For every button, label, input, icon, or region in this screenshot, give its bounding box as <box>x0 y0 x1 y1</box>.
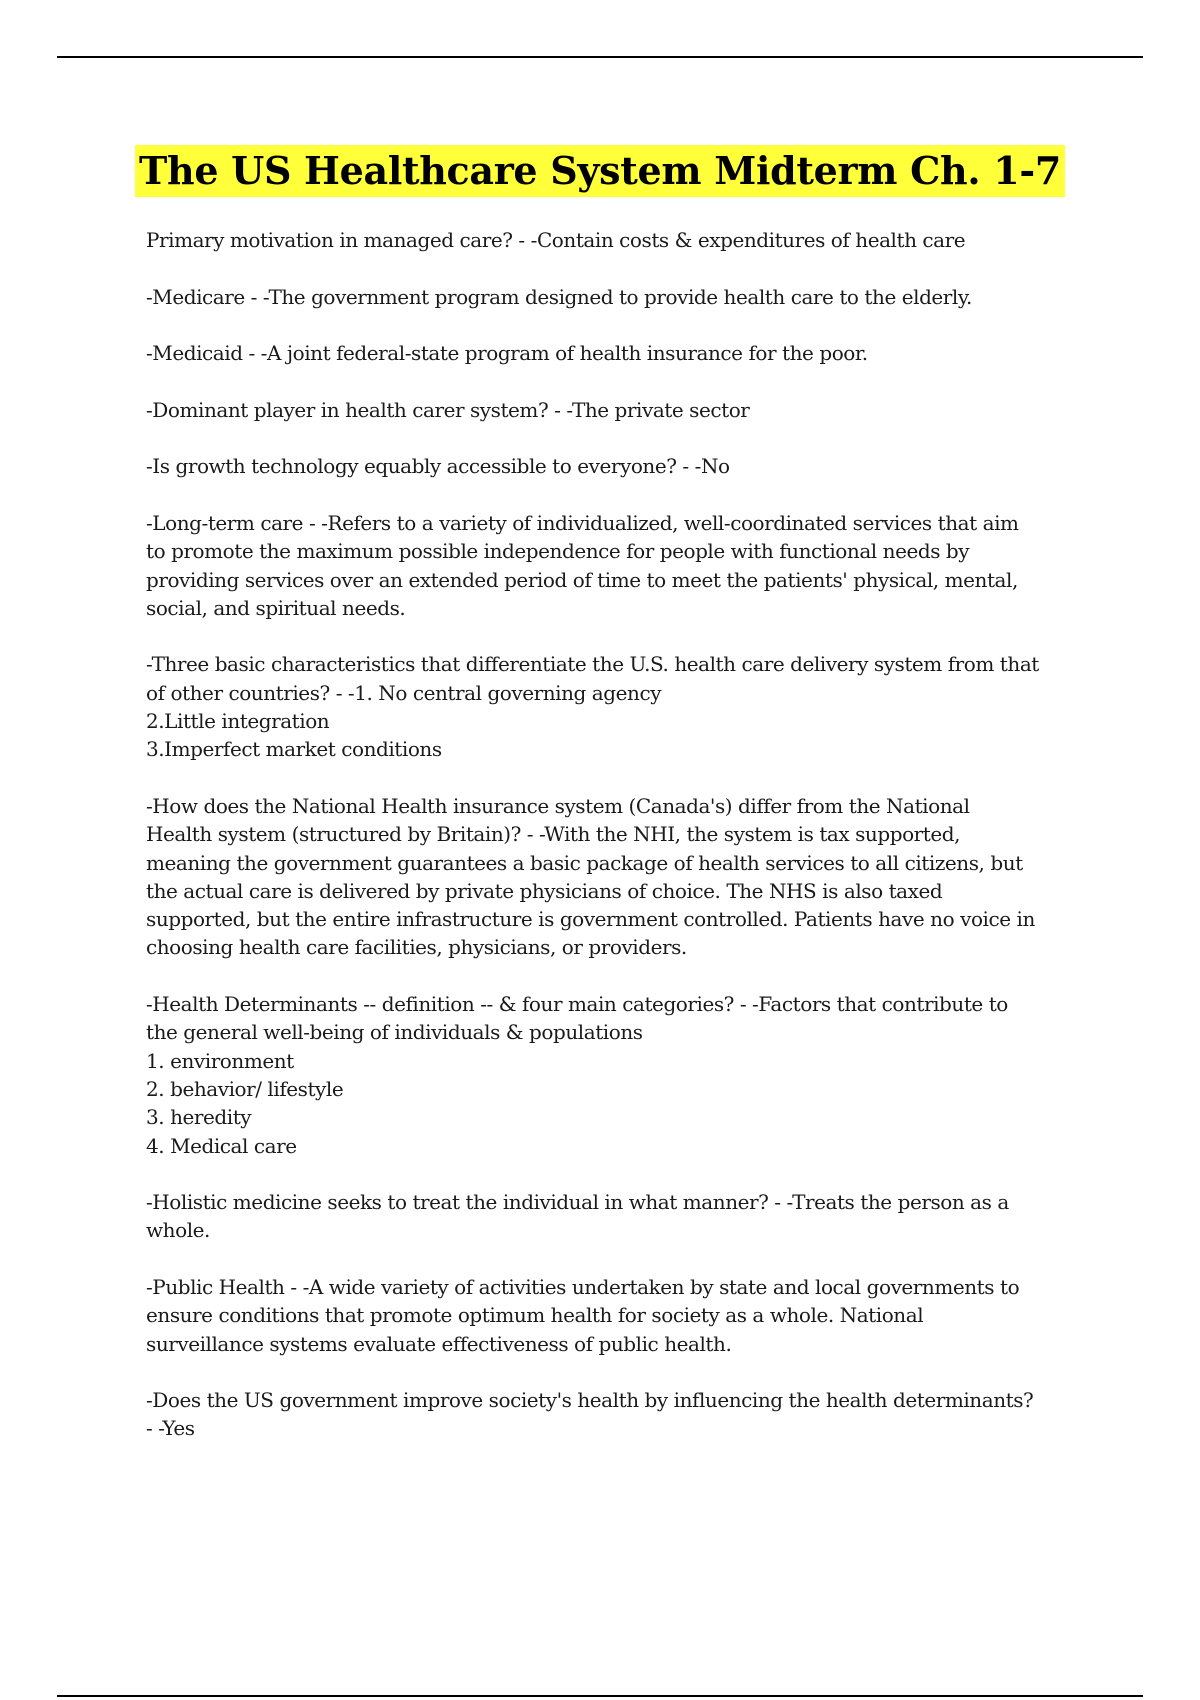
title-container <box>0 145 1200 197</box>
qa-line: -Long-term care - -Refers to a variety of individualized, well-coordinated services that aim <box>146 510 1019 535</box>
qa-line: 2.Little integration <box>146 709 330 734</box>
qa-line: -Public Health - -A wide variety of activities undertaken by state and local governments to <box>146 1274 1020 1299</box>
qa-entry <box>146 1188 1096 1245</box>
qa-line: choosing health care facilities, physicians, or providers. <box>146 935 687 960</box>
qa-line: social, and spiritual needs. <box>146 595 406 620</box>
qa-line: the general well-being of individuals & populations <box>146 1020 643 1045</box>
qa-line: 1. environment <box>146 1048 294 1073</box>
qa-line: Health system (structured by Britain)? - -With the NHI, the system is tax supported, <box>146 822 961 847</box>
qa-line: - -Yes <box>146 1416 195 1441</box>
qa-line: 2. behavior/ lifestyle <box>146 1076 344 1101</box>
qa-line: 3. heredity <box>146 1105 252 1130</box>
qa-line: surveillance systems evaluate effectiveness of public health. <box>146 1331 732 1356</box>
qa-entry <box>146 283 1096 311</box>
qa-line: whole. <box>146 1218 210 1243</box>
qa-line: meaning the government guarantees a basic package of health services to all citizens, but <box>146 850 1023 875</box>
qa-line: to promote the maximum possible independence for people with functional needs by <box>146 539 970 564</box>
qa-entry <box>146 452 1096 480</box>
qa-line: -Does the US government improve society's health by influencing the health determinants? <box>146 1388 1034 1413</box>
qa-content <box>146 226 1096 1471</box>
qa-line: supported, but the entire infrastructure is government controlled. Patients have no voice in <box>146 907 1035 932</box>
qa-line: 4. Medical care <box>146 1133 297 1158</box>
qa-entry <box>146 792 1096 962</box>
qa-entry <box>146 1386 1096 1443</box>
qa-entry <box>146 509 1096 622</box>
qa-line: -Dominant player in health carer system? - -The private sector <box>146 397 750 422</box>
page-title: The US Healthcare System Midterm Ch. 1-7 <box>135 145 1065 197</box>
qa-line: -Is growth technology equably accessible to everyone? - -No <box>146 454 730 479</box>
qa-line: 3.Imperfect market conditions <box>146 737 442 762</box>
qa-line: -Holistic medicine seeks to treat the individual in what manner? - -Treats the person as a <box>146 1190 1009 1215</box>
qa-line: -How does the National Health insurance system (Canada's) differ from the National <box>146 793 970 818</box>
qa-entry <box>146 990 1096 1160</box>
qa-line: of other countries? - -1. No central governing agency <box>146 680 662 705</box>
qa-entry <box>146 339 1096 367</box>
qa-line: -Three basic characteristics that differentiate the U.S. health care delivery system from that <box>146 652 1039 677</box>
qa-line: providing services over an extended period of time to meet the patients' physical, mental, <box>146 567 1018 592</box>
qa-entry <box>146 1273 1096 1358</box>
qa-line: ensure conditions that promote optimum health for society as a whole. National <box>146 1303 924 1328</box>
qa-entry <box>146 226 1096 254</box>
qa-line: -Medicaid - -A joint federal-state program of health insurance for the poor. <box>146 341 868 366</box>
qa-line: -Medicare - -The government program designed to provide health care to the elderly. <box>146 284 972 309</box>
qa-line: Primary motivation in managed care? - -Contain costs & expenditures of health care <box>146 228 966 252</box>
top-rule <box>57 56 1143 58</box>
qa-entry <box>146 650 1096 763</box>
qa-line: -Health Determinants -- definition -- & four main categories? - -Factors that contribute to <box>146 992 1008 1017</box>
bottom-rule <box>57 1695 1143 1697</box>
qa-line: the actual care is delivered by private physicians of choice. The NHS is also taxed <box>146 878 943 903</box>
qa-entry <box>146 396 1096 424</box>
